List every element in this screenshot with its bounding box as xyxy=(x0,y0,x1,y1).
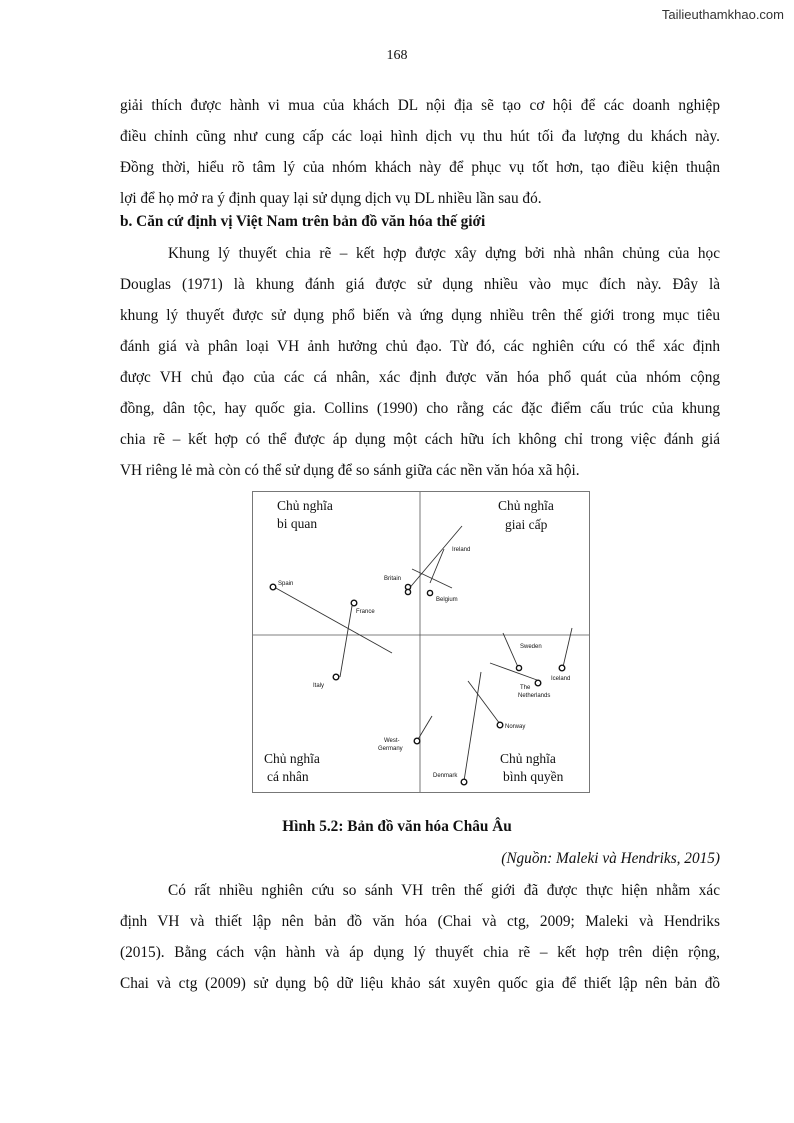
country-label: Spain xyxy=(278,581,294,587)
text-line: đồng, dân tộc, hay quốc gia. Collins (1990) cho rằng các đặc điểm cấu trúc của khung xyxy=(120,400,720,417)
text-line: Chai và ctg (2009) sử dụng bộ dữ liệu khảo sát xuyên quốc gia để thiết lập nên bản đồ xyxy=(120,975,720,992)
country-label: Iceland xyxy=(551,676,571,682)
text-line: lợi để họ mở ra ý định quay lại sử dụng dịch vụ DL nhiều lần sau đó. xyxy=(120,190,542,207)
country-marker xyxy=(461,779,467,785)
culture-map xyxy=(252,491,590,793)
text-line: Douglas (1971) là khung đánh giá được sử dụng nhiều vào mục đích này. Đây là xyxy=(120,276,720,293)
country-marker xyxy=(405,589,410,594)
country-marker xyxy=(414,738,420,744)
page-number: 168 xyxy=(386,48,408,63)
paragraph-3 xyxy=(120,875,720,999)
quadrant-label: Chủ nghĩa xyxy=(498,498,554,513)
text-line: điều chỉnh cũng như cung cấp các loại hình dịch vụ thu hút tối đa lượng du khách này. xyxy=(120,128,720,145)
country-marker xyxy=(497,722,503,728)
text-line: chia rẽ – kết hợp có thể được áp dụng một cách hữu ích không chỉ trong việc đánh giá xyxy=(120,431,720,448)
country-marker xyxy=(535,680,541,686)
watermark: Tailieuthamkhao.com xyxy=(661,7,784,22)
quadrant-label: cá nhân xyxy=(267,769,309,784)
text-line: Có rất nhiều nghiên cứu so sánh VH trên thế giới đã được thực hiện nhằm xác xyxy=(168,882,720,899)
quadrant-label: bình quyền xyxy=(503,769,564,784)
figure-caption: Hình 5.2: Bản đồ văn hóa Châu Âu xyxy=(282,818,512,835)
quadrant-label: Chủ nghĩa xyxy=(277,498,333,513)
country-marker xyxy=(333,674,339,680)
country-label: The xyxy=(520,685,531,691)
country-label: Belgium xyxy=(436,597,458,603)
country-label: Italy xyxy=(313,683,325,689)
text-line: đánh giá và phân loại VH ảnh hưởng chủ đạo. Từ đó, các nghiên cứu có thể xác định xyxy=(120,338,720,355)
paragraph-1 xyxy=(120,90,720,214)
country-label: France xyxy=(356,609,375,615)
text-line: (2015). Bằng cách vận hành và áp dụng lý thuyết chia rẽ – kết hợp trên diện rộng, xyxy=(120,944,720,961)
text-line: VH riêng lẻ mà còn có thể sử dụng để so sánh giữa các nền văn hóa xã hội. xyxy=(120,462,580,479)
country-marker xyxy=(427,590,432,595)
culture-map-figure xyxy=(252,491,590,793)
country-marker xyxy=(270,584,276,590)
country-marker xyxy=(351,600,357,606)
section-heading: b. Căn cứ định vị Việt Nam trên bản đồ văn hóa thế giới xyxy=(120,213,486,230)
country-label: Norway xyxy=(505,724,526,730)
text-line: giải thích được hành vi mua của khách DL nội địa sẽ tạo cơ hội để các doanh nghiệp xyxy=(120,97,720,114)
text-line: Khung lý thuyết chia rẽ – kết hợp được xây dựng bởi nhà nhân chủng của học xyxy=(168,245,720,262)
country-label: Ireland xyxy=(452,547,471,553)
country-label: Germany xyxy=(378,746,403,752)
quadrant-label: Chủ nghĩa xyxy=(500,751,556,766)
country-label: Netherlands xyxy=(518,693,551,699)
quadrant-label: giai cấp xyxy=(505,517,548,532)
quadrant-label: Chủ nghĩa xyxy=(264,751,320,766)
country-label: Britain xyxy=(384,576,402,582)
figure-source: (Nguồn: Maleki và Hendriks, 2015) xyxy=(501,850,720,867)
country-marker xyxy=(559,665,565,671)
country-label: Sweden xyxy=(520,644,542,650)
country-marker xyxy=(516,665,521,670)
text-line: khung lý thuyết được sử dụng phổ biến và ứng dụng nhiều trên thế giới trong mục tiêu xyxy=(120,307,720,324)
quadrant-label: bi quan xyxy=(277,516,318,531)
text-line: Đồng thời, hiểu rõ tâm lý của nhóm khách này để phục vụ tốt hơn, tạo điều kiện thuận xyxy=(120,159,720,176)
country-label: West- xyxy=(384,738,400,744)
text-line: định VH và thiết lập nên bản đồ văn hóa (Chai và ctg, 2009; Maleki và Hendriks xyxy=(120,913,720,930)
figure-frame xyxy=(253,492,590,793)
text-line: được VH chủ đạo của các cá nhân, xác định được văn hóa phổ quát của nhóm cộng xyxy=(120,369,720,386)
country-label: Denmark xyxy=(433,773,458,779)
paragraph-2 xyxy=(120,238,720,486)
